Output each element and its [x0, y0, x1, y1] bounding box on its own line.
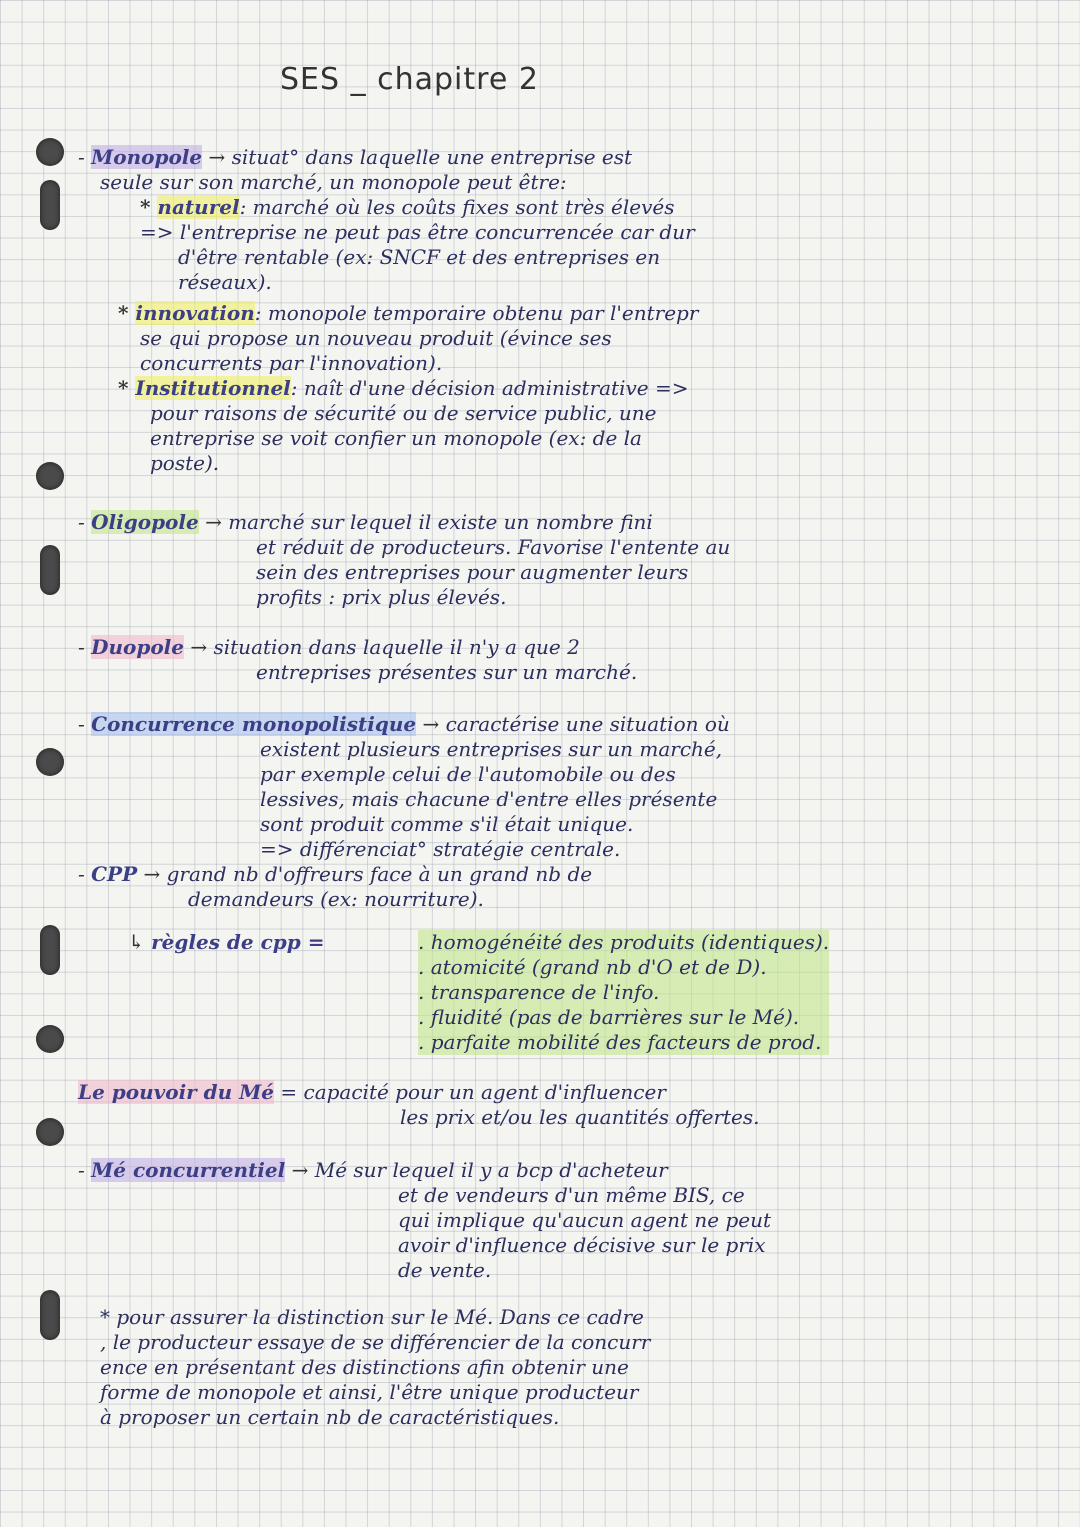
section-monopole: - Monopole → situat° dans laquelle une entreprise est seule sur son marché, un monopole peut être: * naturel: marché où les coûts fixes sont très élevés => l'entreprise ne peut pas être concurrencée car dur d'être rentable (ex: SNCF et des entreprises en réseaux). * innovation: monopole temporaire obtenu par l'entrepr se qui propose un nouveau produit (évince ses concurrents par l'innovation). * Institutionnel: naît d'une décision administrative => pour raisons de sécurité ou de service public, une entreprise se voit confier un monopole (ex: de la poste). [78, 145, 699, 475]
section-duopole: - Duopole → situation dans laquelle il n'y a que 2 entreprises présentes sur un marché. [78, 635, 638, 684]
section-marche-concurrentiel: - Mé concurrentiel → Mé sur lequel il y a bcp d'acheteur et de vendeurs d'un même BIS, ce qui implique qu'aucun agent ne peut avoir d'influence décisive sur le prix de vente. [78, 1158, 772, 1282]
section-cpp: - CPP → grand nb d'offreurs face à un grand nb de demandeurs (ex: nourriture). [78, 862, 593, 911]
term-concurrence-monopolistique: Concurrence monopolistique [91, 712, 417, 736]
term-marche-concurrentiel: Mé concurrentiel [91, 1158, 286, 1182]
cpp-rules-list [418, 930, 829, 1055]
term-cpp: CPP [91, 862, 138, 886]
binder-slot [40, 1290, 60, 1340]
term-naturel: naturel [157, 195, 240, 219]
section-concurrence-monopolistique: - Concurrence monopolistique → caractérise une situation où existent plusieurs entreprises sur un marché, par exemple celui de l'automobile ou des lessives, mais chacune d'entre elles présente sont produit comme s'il était unique. => différenciat° stratégie centrale. [78, 712, 730, 861]
binder-slot [40, 545, 60, 595]
binder-hole [36, 1118, 64, 1146]
binder-slot [40, 180, 60, 230]
binder-hole [36, 138, 64, 166]
cpp-rule: . atomicité (grand nb d'O et de D). [418, 955, 829, 980]
cpp-rules: ↳ règles de cpp = [128, 930, 325, 954]
term-monopole: Monopole [91, 145, 203, 169]
section-pouvoir-marche: Le pouvoir du Mé = capacité pour un agent d'influencer les prix et/ou les quantités offertes. [78, 1080, 760, 1129]
page-title: SES _ chapitre 2 [280, 62, 539, 97]
section-note: * pour assurer la distinction sur le Mé. Dans ce cadre , le producteur essaye de se différencier de la concurr ence en présentant des distinctions afin obtenir une forme de monopole et ainsi, l'être unique producteur à proposer un certain nb de caractéristiques. [100, 1305, 651, 1429]
section-oligopole: - Oligopole → marché sur lequel il existe un nombre fini et réduit de producteurs. Favorise l'entente au sein des entreprises pour augmenter leurs profits : prix plus élevés. [78, 510, 731, 609]
binder-hole [36, 1025, 64, 1053]
term-institutionnel: Institutionnel [135, 376, 291, 400]
term-duopole: Duopole [91, 635, 184, 659]
cpp-rule: . fluidité (pas de barrières sur le Mé). [418, 1005, 829, 1030]
cpp-rule: . transparence de l'info. [418, 980, 829, 1005]
cpp-rule: . homogénéité des produits (identiques). [418, 930, 830, 954]
binder-hole [36, 748, 64, 776]
binder-hole [36, 462, 64, 490]
term-oligopole: Oligopole [91, 510, 199, 534]
term-pouvoir-marche: Le pouvoir du Mé [78, 1080, 275, 1104]
term-innovation: innovation [135, 301, 255, 325]
binder-slot [40, 925, 60, 975]
cpp-rule: . parfaite mobilité des facteurs de prod. [418, 1030, 829, 1055]
cpp-rules-label: règles de cpp = [151, 930, 325, 954]
